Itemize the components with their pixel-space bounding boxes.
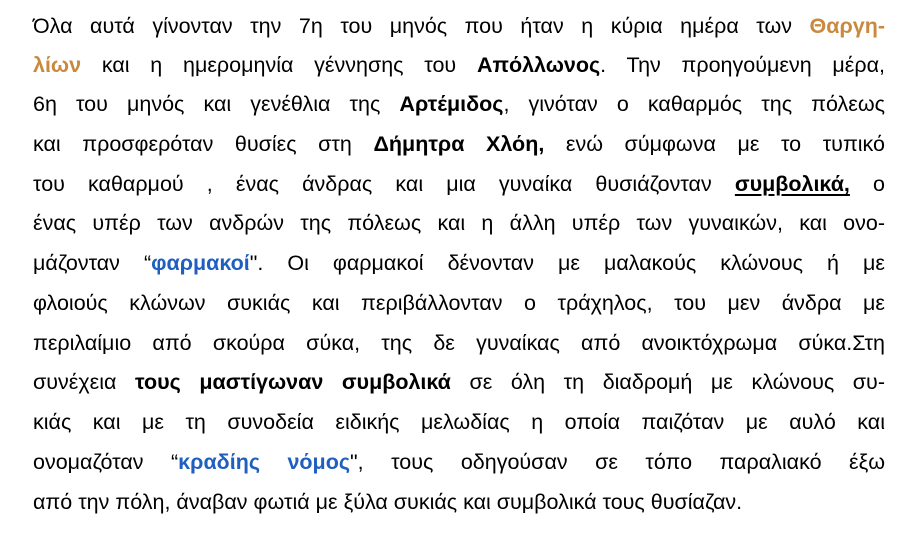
text-line-13 bbox=[33, 488, 885, 516]
text: μάζονταν “ bbox=[33, 251, 152, 275]
text: σε όλη τη διαδρομή με κλώνους συ- bbox=[469, 370, 885, 394]
bold-underlined-symvolika: συμβολικά, bbox=[734, 172, 850, 196]
text-line-12 bbox=[33, 448, 885, 476]
text: συνέχεια bbox=[33, 370, 117, 394]
text: ". Οι φαρμακοί δένονταν με μαλακούς κλώνους ή με bbox=[249, 251, 885, 275]
text-line-8 bbox=[33, 289, 885, 317]
text: . Την προηγούμενη μέρα, bbox=[600, 53, 886, 77]
text-line-5 bbox=[33, 170, 885, 198]
text: , γινόταν ο καθαρμός της πόλεως bbox=[503, 92, 885, 116]
text: ο bbox=[873, 172, 885, 196]
text-line-6 bbox=[33, 209, 885, 237]
text: 6η του μηνός και γενέθλια της bbox=[33, 92, 381, 116]
highlight-farmakoi: φαρμακοί bbox=[151, 251, 250, 275]
bold-dimitra-chloi: Δήμητρα Χλόη, bbox=[373, 132, 545, 156]
text-line-9 bbox=[33, 329, 885, 357]
text: ενώ σύμφωνα με το τυπικό bbox=[565, 132, 885, 156]
text: και η ημερομηνία γέννησης του bbox=[101, 53, 457, 77]
text: από την πόλη, άναβαν φωτιά με ξύλα συκιάς και συμβολικά τους θυσίαζαν. bbox=[33, 490, 743, 514]
text: και προσφερόταν θυσίες στη bbox=[33, 132, 352, 156]
text: του καθαρμού , ένας άνδρας και μια γυναίκα θυσιάζονταν bbox=[33, 172, 712, 196]
text-line-4 bbox=[33, 130, 885, 158]
highlight-thargelion: Θαργη- bbox=[809, 14, 885, 38]
bold-mastigonan: τους μαστίγωναν συμβολικά bbox=[135, 370, 451, 394]
text-line-3 bbox=[33, 90, 885, 118]
text: ", τους οδηγούσαν σε τόπο παραλιακό έξω bbox=[350, 450, 885, 474]
text-line-10 bbox=[33, 368, 885, 396]
bold-artemidos: Αρτέμιδος bbox=[399, 92, 504, 116]
text: ένας υπέρ των ανδρών της πόλεως και η άλλη υπέρ των γυναικών, και ονο- bbox=[33, 211, 885, 235]
text: περιλαίμιο από σκούρα σύκα, της δε γυναίκας από ανοικτόχρωμα σύκα.Στη bbox=[33, 331, 885, 355]
text: ονομαζόταν “ bbox=[33, 450, 179, 474]
text: φλοιούς κλώνων συκιάς και περιβάλλονταν ο τράχηλος, του μεν άνδρα με bbox=[33, 291, 885, 315]
text-line-7 bbox=[33, 249, 885, 277]
text: κιάς και με τη συνοδεία ειδικής μελωδίας η οποία παιζόταν με αυλό και bbox=[33, 410, 885, 434]
text-line-1 bbox=[33, 12, 885, 40]
text-line-11 bbox=[33, 408, 885, 436]
highlight-kradiis-nomos: κραδίης νόμος bbox=[178, 450, 351, 474]
highlight-thargelion-cont: λίων bbox=[33, 53, 82, 77]
text-line-2 bbox=[33, 51, 885, 79]
text: Όλα αυτά γίνονταν την 7η του μηνός που ήταν η κύρια ημέρα των bbox=[33, 14, 792, 38]
bold-apollonos: Απόλλωνος bbox=[476, 53, 601, 77]
